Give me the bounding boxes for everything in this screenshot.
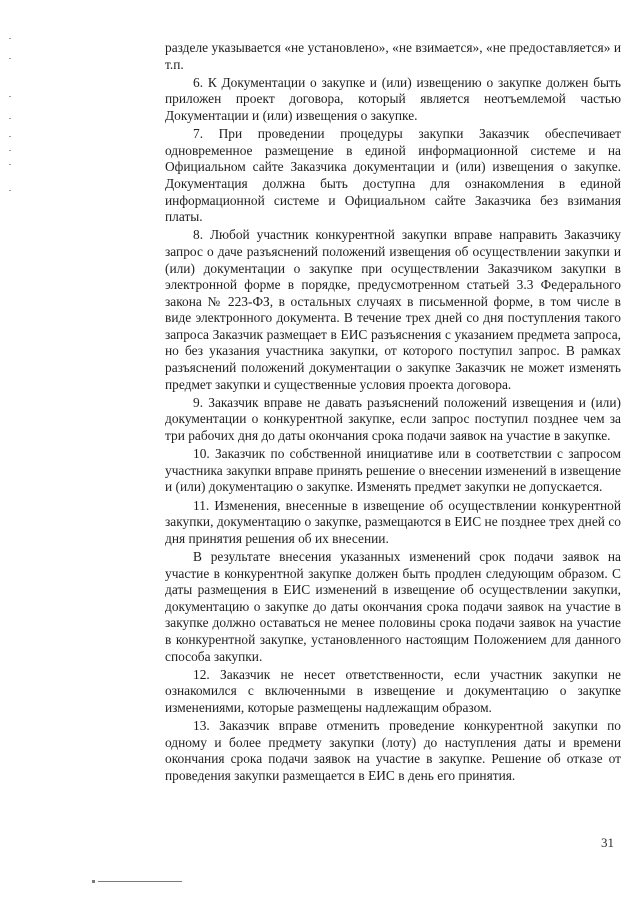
scan-mark — [9, 190, 11, 191]
scan-mark — [92, 880, 95, 883]
paragraph-6: 6. К Документации о закупке и (или) извещению о закупке должен быть приложен проект договора, который является неотъемлемой частью Документации и (или) извещения о закупке. — [165, 74, 621, 123]
paragraph-11-continued: В результате внесения указанных изменений срок подачи заявок на участие в конкурентной закупке должен быть продлен следующим образом. С даты размещения в ЕИС изменений в извещение об осуществлении закупки, документацию о закупке до даты окончания срока подачи заявок на участие в закупке должно оставаться не менее половины срока подачи заявок на участие в конкурентной закупке, установленного настоящим Положением для данного способа закупки. — [165, 548, 621, 664]
paragraph-10: 10. Заказчик по собственной инициативе или в соответствии с запросом участника закупки вправе принять решение о внесении изменений в извещение и (или) документацию о закупке. Изменять предмет закупки не допускается. — [165, 446, 621, 495]
scan-mark — [9, 136, 11, 137]
paragraph-12: 12. Заказчик не несет ответственности, если участник закупки не ознакомился с включенными в извещение и документацию о закупке изменениями, которые размещены надлежащим образом. — [165, 666, 621, 715]
scan-mark — [9, 38, 11, 39]
paragraph-continuation: разделе указывается «не установлено», «не взимается», «не предоставляется» и т.п. — [165, 40, 621, 72]
bottom-rule — [98, 881, 182, 882]
paragraph-13: 13. Заказчик вправе отменить проведение конкурентной закупки по одному и более предмету закупки (лоту) до наступления даты и времени окончания срока подачи заявок на участие в закупке. Решение об отказе от проведения закупки размещается в ЕИС в день его принятия. — [165, 718, 621, 783]
page-number: 31 — [601, 835, 614, 850]
paragraph-11: 11. Изменения, внесенные в извещение об осуществлении конкурентной закупки, документацию о закупке, размещаются в ЕИС не позднее трех дней со дня принятия решения об их внесении. — [165, 497, 621, 546]
paragraph-8: 8. Любой участник конкурентной закупки вправе направить Заказчику запрос о даче разъяснений положений извещения об осуществлении закупки и (или) документации о закупке при осуществлении Заказчиком закупки в электронной форме в порядке, предусмотренном статьей 3.3 Федерального закона № 223-ФЗ, в остальных случаях в письменной форме, в том числе в виде электронного документа. В течение трех дней со дня поступления такого запроса Заказчик размещает в ЕИС разъяснения с указанием предмета запроса, но без указания участника закупки, от которого поступил запрос. В рамках разъяснений положений документации о закупке Заказчик не может изменять предмет закупки и существенные условия проекта договора. — [165, 227, 621, 392]
scan-mark — [9, 150, 11, 151]
scan-mark — [9, 118, 11, 119]
scan-mark — [9, 164, 11, 165]
body-text — [165, 40, 621, 786]
scan-mark — [9, 96, 11, 97]
paragraph-7: 7. При проведении процедуры закупки Заказчик обеспечивает одновременное размещение в единой информационной системе и на Официальном сайте Заказчика документации и (или) извещения о закупке. Документация должна быть доступна для ознакомления в единой информационной системе и Официальном сайте Заказчика без взимания платы. — [165, 126, 621, 225]
scan-mark — [9, 58, 11, 59]
paragraph-9: 9. Заказчик вправе не давать разъяснений положений извещения и (или) документации о конкурентной закупке, если запрос поступил позднее чем за три рабочих дня до даты окончания срока подачи заявок на участие в закупке. — [165, 394, 621, 444]
